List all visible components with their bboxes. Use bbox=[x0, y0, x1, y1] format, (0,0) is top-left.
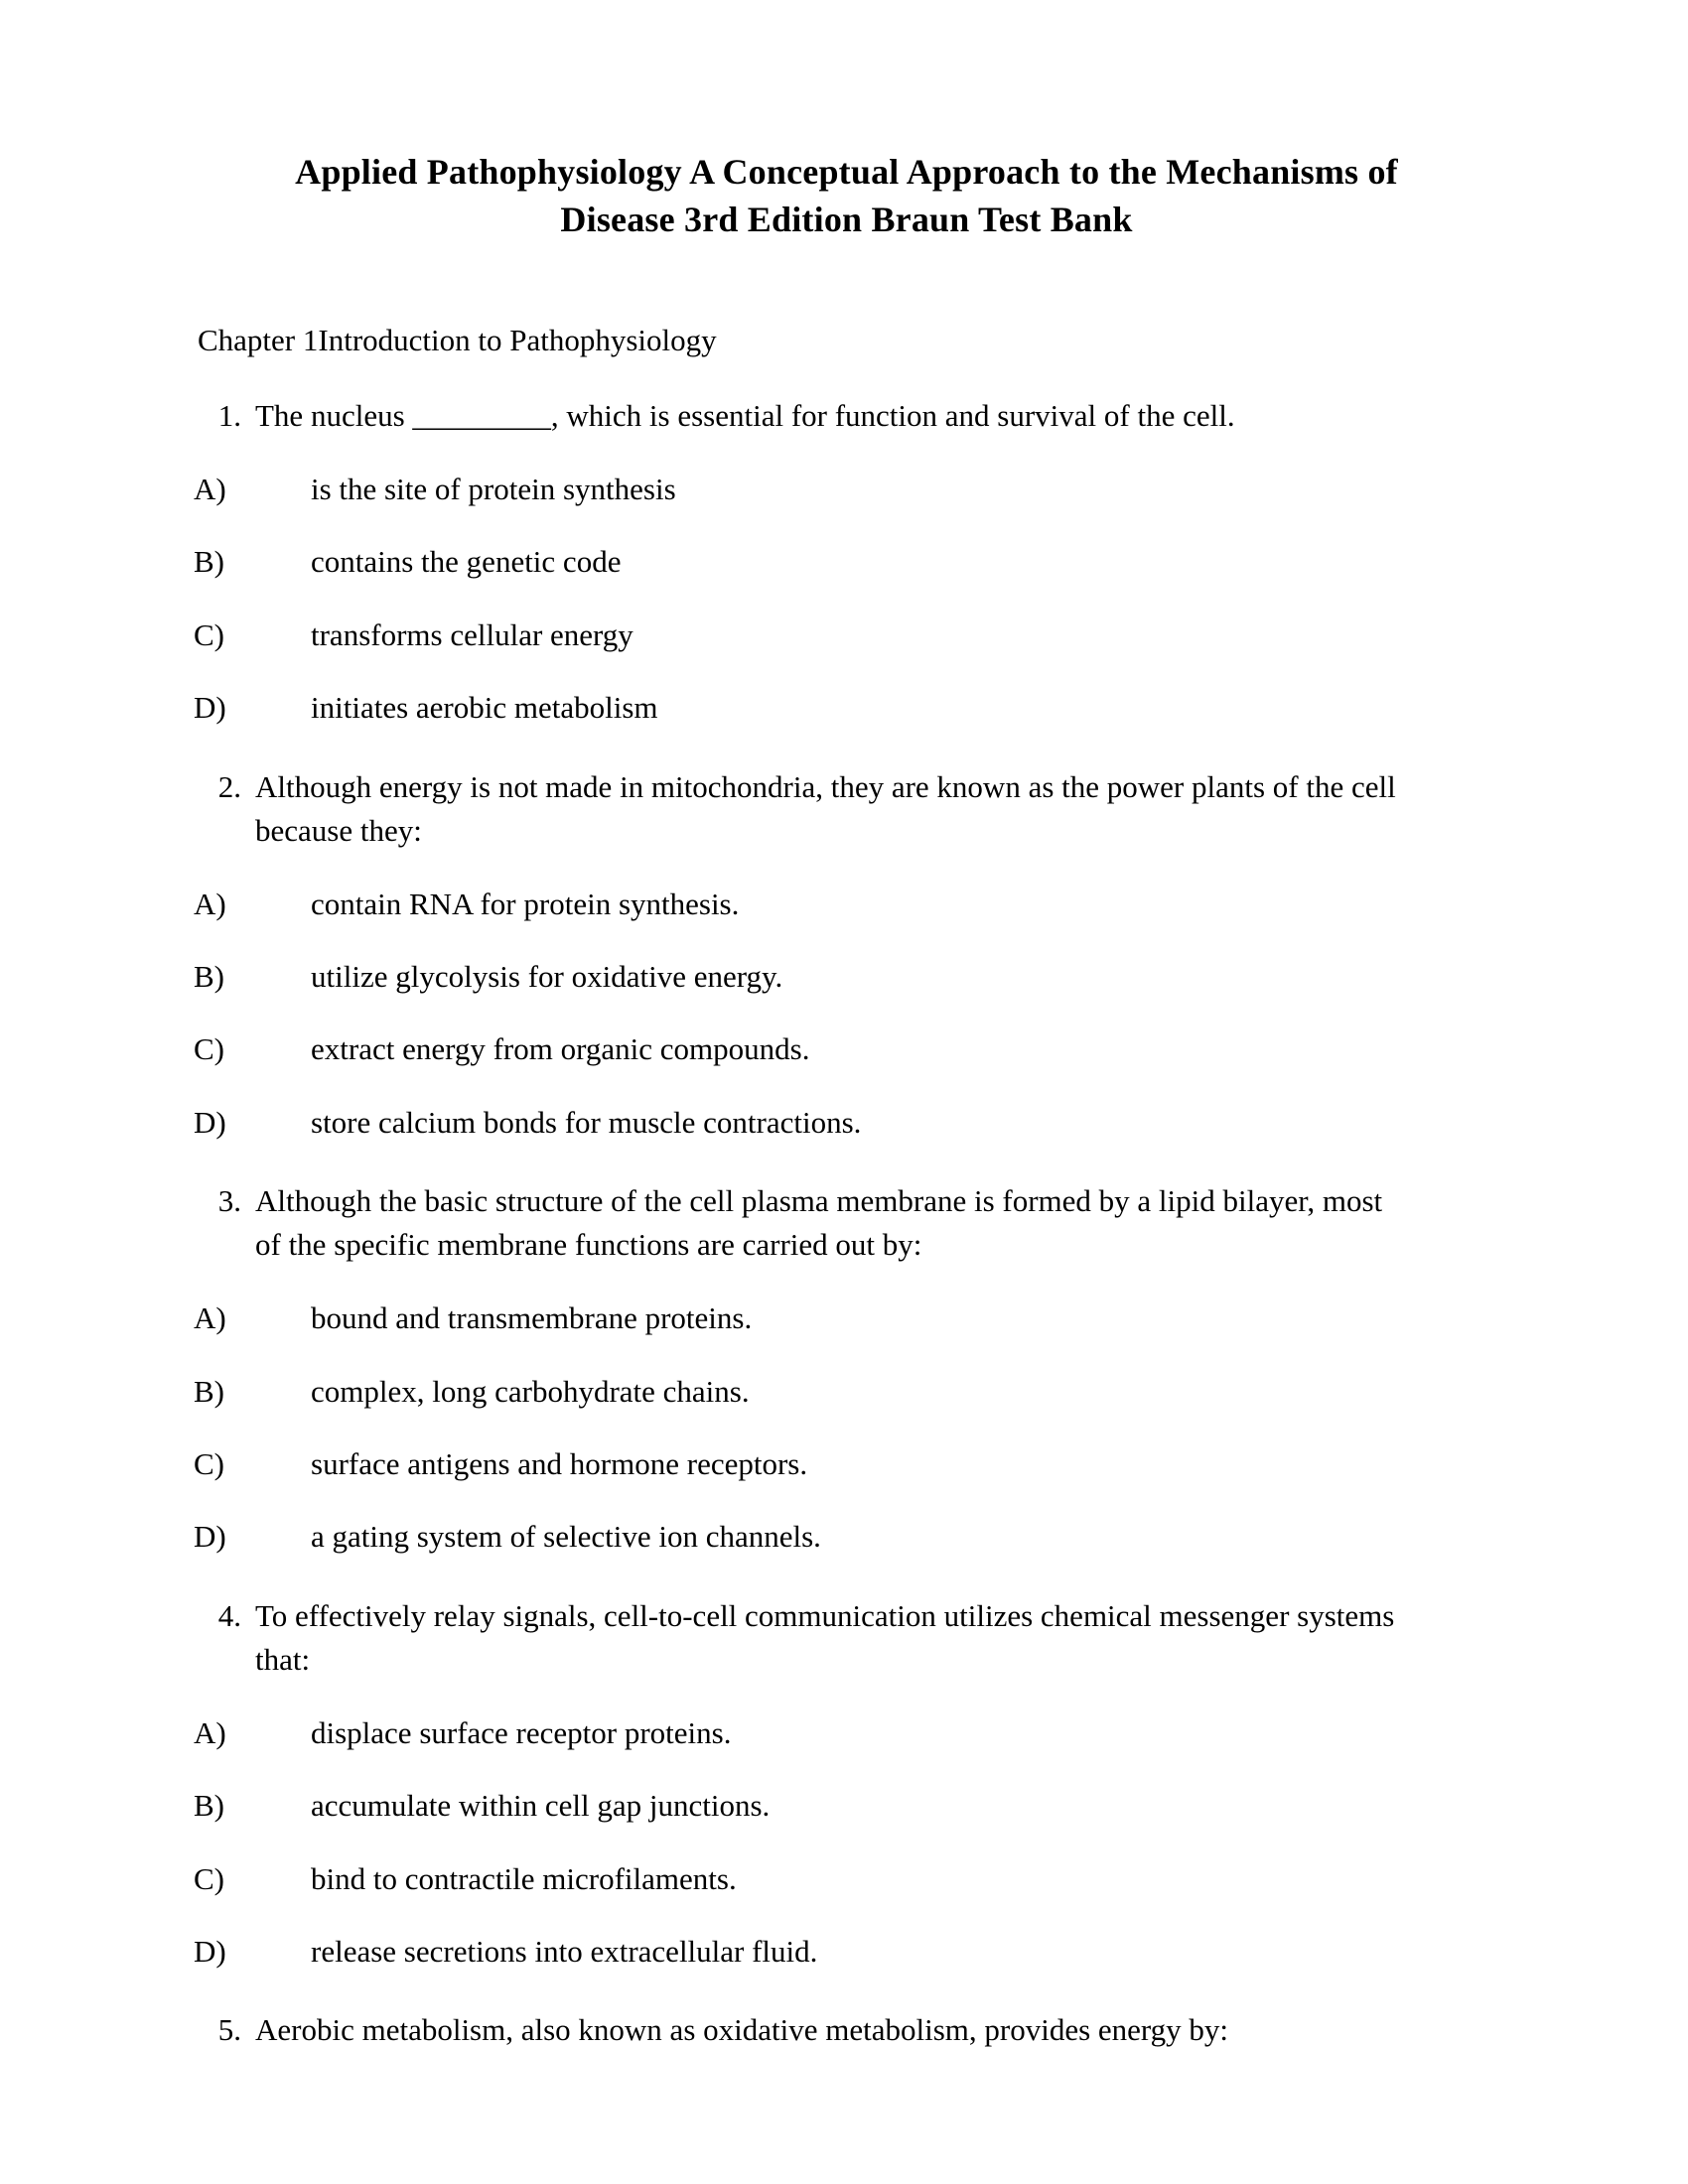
option-2-b[interactable] bbox=[194, 955, 1499, 998]
option-3-b[interactable] bbox=[194, 1370, 1499, 1413]
option-text: bound and transmembrane proteins. bbox=[311, 1300, 753, 1336]
question-block bbox=[194, 394, 1499, 730]
option-letter: A) bbox=[194, 886, 226, 921]
question-2 bbox=[194, 765, 1499, 853]
question-text: The nucleus _________, which is essential for function and survival of the cell. bbox=[255, 397, 1235, 433]
option-1-b[interactable] bbox=[194, 540, 1499, 583]
question-number: 3. bbox=[217, 1183, 241, 1219]
option-text: accumulate within cell gap junctions. bbox=[311, 1788, 771, 1824]
option-letter: B) bbox=[194, 544, 224, 580]
option-letter: D) bbox=[194, 690, 226, 726]
question-number: 5. bbox=[217, 2012, 241, 2048]
option-letter: D) bbox=[194, 1519, 226, 1555]
question-text: Although the basic structure of the cell plasma membrane is formed by a lipid bilayer, most of the specific membrane functions are carried out by: bbox=[255, 1183, 1383, 1263]
question-block bbox=[194, 1594, 1499, 1974]
option-text: bind to contractile microfilaments. bbox=[311, 1860, 737, 1896]
option-text: complex, long carbohydrate chains. bbox=[311, 1373, 750, 1409]
option-1-d[interactable] bbox=[194, 686, 1499, 729]
option-letter: C) bbox=[194, 1445, 224, 1481]
question-text: Although energy is not made in mitochondria, they are known as the power plants of the cell because they: bbox=[255, 768, 1396, 848]
option-letter: D) bbox=[194, 1933, 226, 1969]
option-text: displace surface receptor proteins. bbox=[311, 1714, 732, 1750]
option-4-a[interactable] bbox=[194, 1711, 1499, 1754]
chapter-heading: Chapter 1Introduction to Pathophysiology bbox=[198, 322, 717, 357]
option-3-a[interactable] bbox=[194, 1297, 1499, 1339]
option-letter: A) bbox=[194, 1300, 226, 1336]
option-letter: C) bbox=[194, 616, 224, 652]
option-text: contains the genetic code bbox=[311, 544, 622, 580]
question-1 bbox=[194, 394, 1499, 438]
option-text: contain RNA for protein synthesis. bbox=[311, 886, 740, 921]
question-text: Aerobic metabolism, also known as oxidative metabolism, provides energy by: bbox=[255, 2012, 1229, 2048]
question-number: 2. bbox=[217, 768, 241, 804]
option-text: release secretions into extracellular fluid. bbox=[311, 1933, 818, 1969]
question-block bbox=[194, 2008, 1499, 2052]
question-4 bbox=[194, 1594, 1499, 1682]
option-letter: B) bbox=[194, 1373, 224, 1409]
option-text: extract energy from organic compounds. bbox=[311, 1031, 810, 1067]
option-letter: B) bbox=[194, 1788, 224, 1824]
option-text: a gating system of selective ion channels. bbox=[311, 1519, 821, 1555]
option-letter: A) bbox=[194, 471, 226, 506]
option-letter: C) bbox=[194, 1860, 224, 1896]
option-2-a[interactable] bbox=[194, 883, 1499, 925]
option-4-c[interactable] bbox=[194, 1857, 1499, 1900]
question-text: To effectively relay signals, cell-to-cell communication utilizes chemical messenger systems that: bbox=[255, 1597, 1395, 1677]
page-title: Applied Pathophysiology A Conceptual Approach to the Mechanisms of Disease 3rd Edition Braun Test Bank bbox=[295, 152, 1398, 239]
option-letter: D) bbox=[194, 1104, 226, 1140]
option-letter: B) bbox=[194, 958, 224, 994]
option-2-c[interactable] bbox=[194, 1027, 1499, 1070]
option-letter: C) bbox=[194, 1031, 224, 1067]
option-text: utilize glycolysis for oxidative energy. bbox=[311, 958, 783, 994]
option-3-d[interactable] bbox=[194, 1515, 1499, 1558]
question-block bbox=[194, 1179, 1499, 1559]
question-3 bbox=[194, 1179, 1499, 1267]
option-text: store calcium bonds for muscle contractions. bbox=[311, 1104, 862, 1140]
option-4-d[interactable] bbox=[194, 1930, 1499, 1973]
option-text: surface antigens and hormone receptors. bbox=[311, 1445, 808, 1481]
option-4-b[interactable] bbox=[194, 1784, 1499, 1827]
option-3-c[interactable] bbox=[194, 1442, 1499, 1485]
option-2-d[interactable] bbox=[194, 1101, 1499, 1144]
option-letter: A) bbox=[194, 1714, 226, 1750]
question-number: 1. bbox=[217, 397, 241, 433]
question-number: 4. bbox=[217, 1597, 241, 1633]
question-5 bbox=[194, 2008, 1499, 2052]
option-1-a[interactable] bbox=[194, 468, 1499, 510]
option-text: is the site of protein synthesis bbox=[311, 471, 676, 506]
option-text: transforms cellular energy bbox=[311, 616, 633, 652]
option-text: initiates aerobic metabolism bbox=[311, 690, 658, 726]
option-1-c[interactable] bbox=[194, 614, 1499, 656]
question-block bbox=[194, 765, 1499, 1145]
